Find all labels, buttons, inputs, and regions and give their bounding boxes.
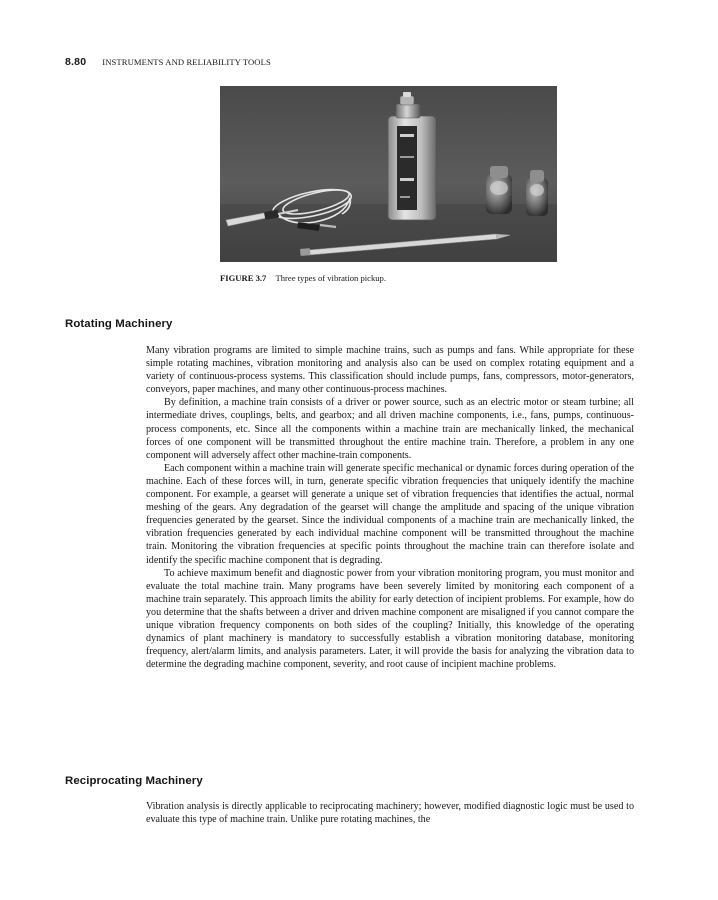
paragraph: Each component within a machine train will generate specific mechanical or dynamic forces during operation of the machine. Each of these forces will, in turn, generate specific vibration frequencies that uniquely identify the machine component. For example, a gearset will generate a unique set of vibration frequencies that identifies the actual, normal meshing of the gears. Any degradation of the gearset will change the amplitude and spacing of the unique vibration frequencies generated by the gearset. Since the individual components of a machine train are mechanically linked, the vibration frequencies generated by each individual machine component will be transmitted throughout the machine train. Monitoring the vibration frequencies at specific points throughout the machine train can therefore isolate and identify the specific machine component that is degrading. (146, 462, 634, 566)
paragraph: By definition, a machine train consists of a driver or power source, such as an electric motor or steam turbine; all intermediate drives, couplings, belts, and gearbox; and all driven machine components, i.e., fans, pumps, continuous-process components, etc. Since all the components within a machine train are mechanically linked, the mechanical forces of one component will be transmitted throughout the entire machine train. Therefore, a problem in any one component will adversely affect other machine-train components. (146, 397, 634, 461)
paragraph: Vibration analysis is directly applicable to reciprocating machinery; however, modified diagnostic logic must be used to evaluate this type of machine train. Unlike pure rotating machines, the (146, 801, 634, 826)
running-title: INSTRUMENTS AND RELIABILITY TOOLS (102, 57, 271, 67)
running-head (65, 52, 271, 70)
paragraph: To achieve maximum benefit and diagnostic power from your vibration monitoring program, you must monitor and evaluate the total machine train. Many programs have been severely limited by monitoring each component of a machine train separately. This approach limits the ability for early detection of incipient problems. For example, how do you determine that the shafts between a driver and driven machine component are misaligned if you cannot compare the unique vibration frequency components on both sides of the coupling? Initially, this knowledge of the operating dynamics of plant machinery is mandatory to successfully establish a vibration monitoring database, monitoring frequency, alert/alarm limits, and analysis parameters. Later, it will provide the basis for analyzing the vibration data to determine the degrading machine component, severity, and root cause of incipient machine problems. (146, 567, 634, 671)
figure-label: FIGURE 3.7 (220, 273, 267, 283)
section-heading-rotating: Rotating Machinery (65, 318, 173, 330)
section-body-rotating (146, 344, 634, 671)
page-number: 8.80 (65, 56, 87, 68)
paragraph: Many vibration programs are limited to simple machine trains, such as pumps and fans. While appropriate for these simple rotating machines, vibration monitoring and analysis also can be used on complex rotating equipment and a variety of continuous-process systems. This classification should include pumps, fans, compressors, motor-generators, conveyors, paper machines, and many other continuous-process machines. (146, 345, 634, 396)
section-body-reciprocating (146, 800, 634, 826)
figure-caption-text: Three types of vibration pickup. (275, 273, 386, 283)
vibration-pickup-photo (220, 86, 557, 262)
figure-caption (220, 273, 386, 283)
section-heading-reciprocating: Reciprocating Machinery (65, 775, 203, 787)
